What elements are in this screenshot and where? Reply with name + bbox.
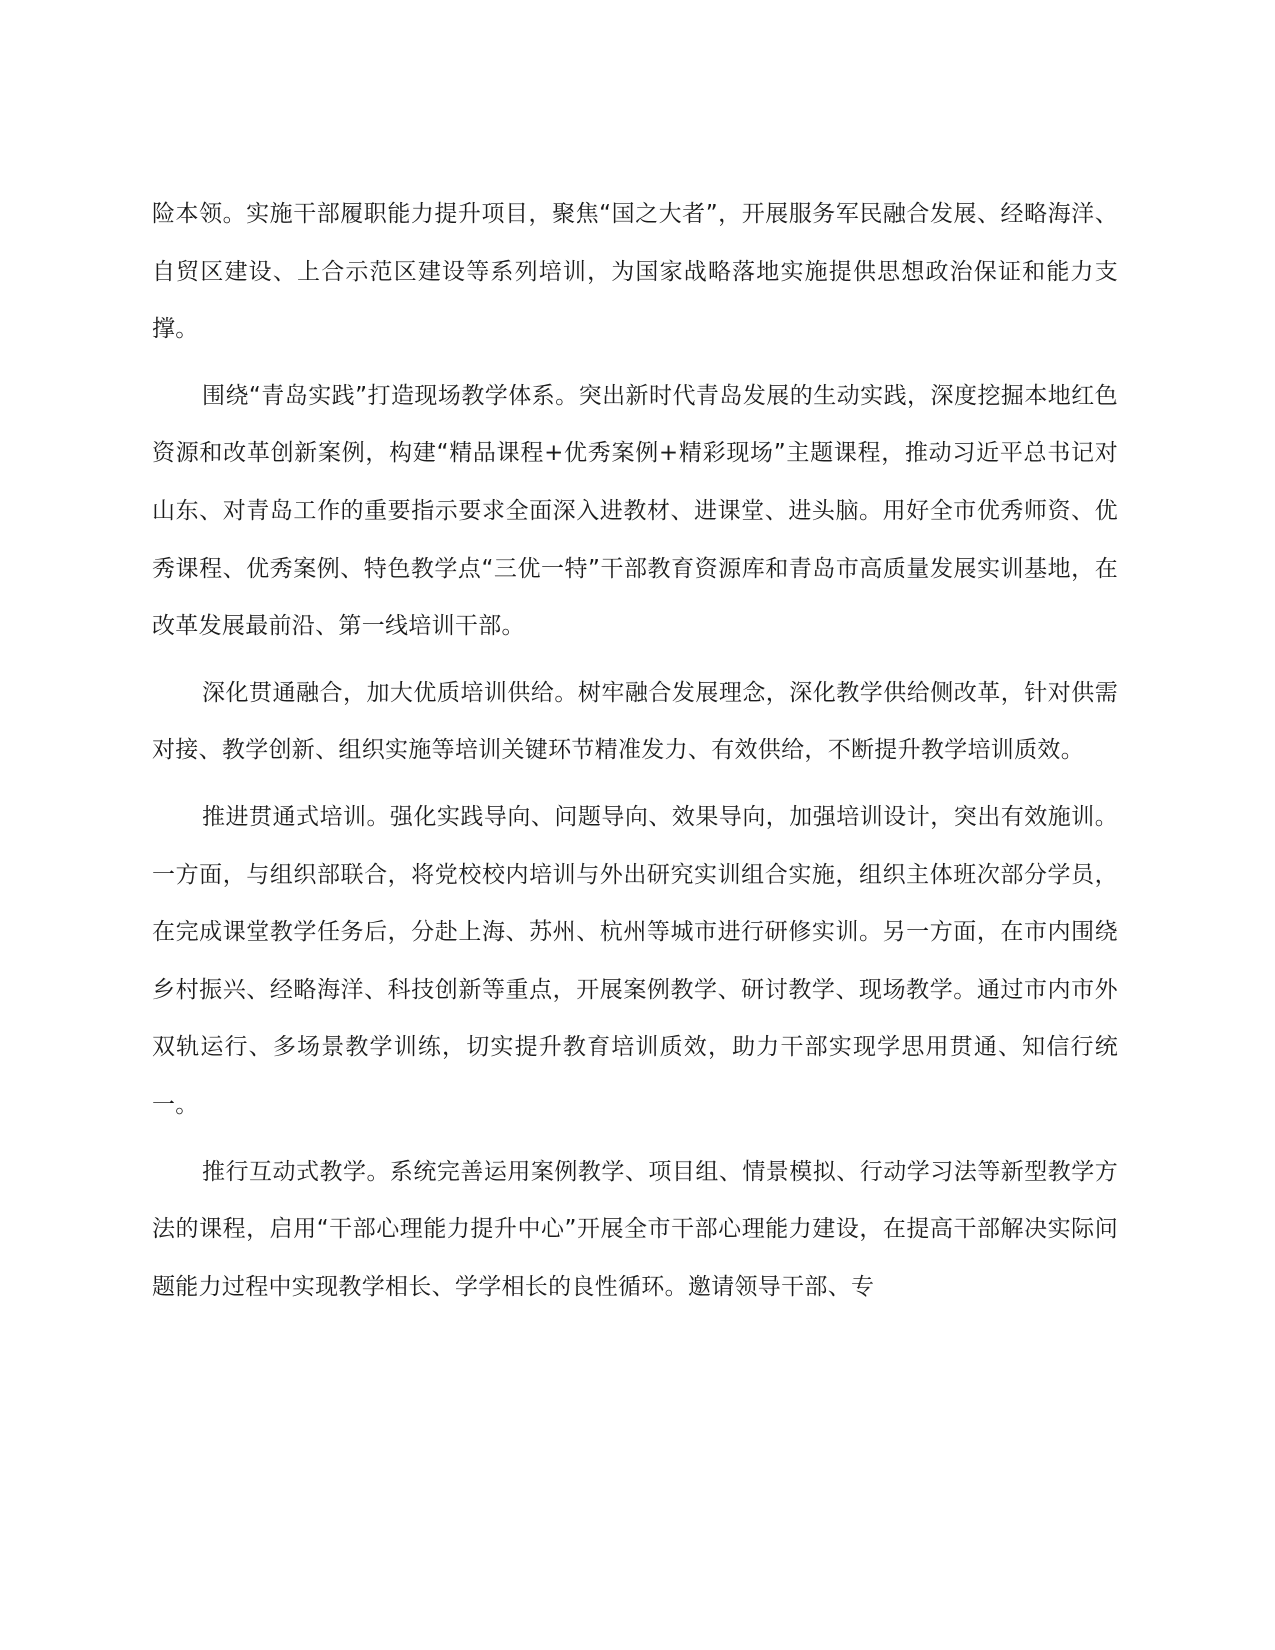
document-body (152, 186, 1118, 1325)
paragraph-qingdao-practice: 围绕“青岛实践”打造现场教学体系。突出新时代青岛发展的生动实践，深度挖掘本地红色资源和改革创新案例，构建“精品课程+优秀案例+精彩现场”主题课程，推动习近平总书记对山东、对青岛工作的重要指示要求全面深入进教材、进课堂、进头脑。用好全市优秀师资、优秀课程、优秀案例、特色教学点“三优一特”干部教育资源库和青岛市高质量发展实训基地，在改革发展最前沿、第一线培训干部。 (152, 382, 1118, 640)
paragraph-interactive-teaching: 推行互动式教学。系统完善运用案例教学、项目组、情景模拟、行动学习法等新型教学方法的课程，启用“干部心理能力提升中心”开展全市干部心理能力建设，在提高干部解决实际问题能力过程中实现教学相长、学学相长的良性循环。邀请领导干部、专 (152, 1158, 1118, 1300)
paragraph-continuation: 险本领。实施干部履职能力提升项目，聚焦“国之大者”，开展服务军民融合发展、经略海洋、自贸区建设、上合示范区建设等系列培训，为国家战略落地实施提供思想政治保证和能力支撑。 (152, 201, 1118, 343)
paragraph-deepen-integration: 深化贯通融合，加大优质培训供给。树牢融合发展理念，深化教学供给侧改革，针对供需对接、教学创新、组织实施等培训关键环节精准发力、有效供给，不断提升教学培训质效。 (152, 679, 1118, 764)
paragraph-integrated-training: 推进贯通式培训。强化实践导向、问题导向、效果导向，加强培训设计，突出有效施训。一方面，与组织部联合，将党校校内培训与外出研究实训组合实施，组织主体班次部分学员，在完成课堂教学任务后，分赴上海、苏州、杭州等城市进行研修实训。另一方面，在市内围绕乡村振兴、经略海洋、科技创新等重点，开展案例教学、研讨教学、现场教学。通过市内市外双轨运行、多场景教学训练，切实提升教育培训质效，助力干部实现学思用贯通、知信行统一。 (152, 803, 1118, 1118)
